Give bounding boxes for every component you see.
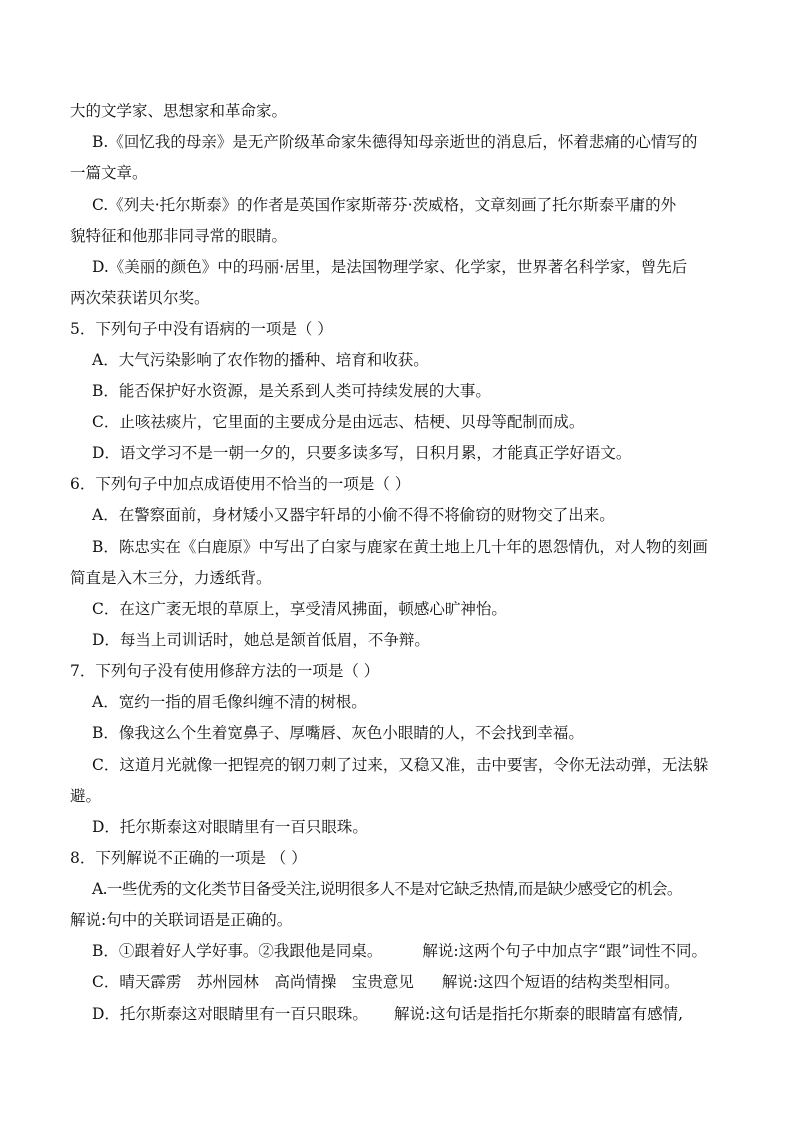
q4-option-c-continuation: 貌特征和他那非同寻常的眼睛。	[70, 227, 288, 245]
q7-option-c-continuation: 避。	[70, 787, 102, 805]
q5-option-a: A．大气污染影响了农作物的播种、培育和收获。	[92, 351, 429, 369]
q8-option-d: D．托尔斯泰这对眼睛里有一百只眼珠。 解说:这句话是指托尔斯泰的眼睛富有感情,	[92, 1005, 684, 1023]
q8-option-a-explanation: 解说:句中的关联词语是正确的。	[70, 911, 293, 929]
q6-option-b-continuation: 简直是入木三分，力透纸背。	[70, 569, 272, 587]
q7-option-b: B．像我这么个生着宽鼻子、厚嘴唇、灰色小眼睛的人，不会找到幸福。	[92, 724, 584, 742]
q7-option-a: A．宽约一指的眉毛像纠缠不清的树根。	[92, 693, 367, 711]
question-7-stem: 7．下列句子没有使用修辞方法的一项是（ ）	[70, 662, 380, 680]
q4-option-b-continuation: 一篇文章。	[70, 164, 148, 182]
q4-option-d-continuation: 两次荣获诺贝尔奖。	[70, 289, 210, 307]
q4-option-c: C.《列夫·托尔斯泰》的作者是英国作家斯蒂芬·茨威格，文章刻画了托尔斯泰平庸的外	[92, 196, 677, 214]
q4-option-a-continuation: 大的文学家、思想家和革命家。	[70, 102, 288, 120]
question-5-stem: 5．下列句子中没有语病的一项是（ ）	[70, 320, 333, 338]
q5-option-b: B．能否保护好水资源，是关系到人类可持续发展的大事。	[92, 382, 491, 400]
q6-option-a: A．在警察面前，身材矮小又器宇轩昂的小偷不得不将偷窃的财物交了出来。	[92, 506, 615, 524]
q6-option-b: B．陈忠实在《白鹿原》中写出了白家与鹿家在黄土地上几十年的恩怨情仇，对人物的刻画	[92, 538, 708, 556]
q7-option-d: D．托尔斯泰这对眼睛里有一百只眼珠。	[92, 818, 368, 836]
question-8-stem: 8．下列解说不正确的一项是 （ ）	[70, 849, 307, 867]
q7-option-c: C．这道月光就像一把锃亮的钢刀刺了过来，又稳又准，击中要害，令你无法动弹，无法躲	[92, 756, 709, 774]
q5-option-d: D．语文学习不是一朝一夕的，只要多读多写，日积月累，才能真正学好语文。	[92, 444, 632, 462]
q8-option-b: B．①跟着好人学好事。②我跟他是同桌。 解说:这两个句子中加点字“跟”词性不同。	[92, 942, 707, 960]
question-6-stem: 6．下列句子中加点成语使用不恰当的一项是（ ）	[70, 475, 411, 493]
q6-option-d: D．每当上司训话时，她总是颔首低眉，不争辩。	[92, 631, 430, 649]
q6-option-c: C．在这广袤无垠的草原上，享受清风拂面，顿感心旷神怡。	[92, 600, 507, 618]
q8-option-a: A.一些优秀的文化类节目备受关注,说明很多人不是对它缺乏热情,而是缺少感受它的机会。	[92, 880, 682, 898]
q8-option-c: C．晴天霹雳 苏州园林 高尚情操 宝贵意见 解说:这四个短语的结构类型相同。	[92, 973, 680, 991]
q5-option-c: C．止咳祛痰片，它里面的主要成分是由远志、桔梗、贝母等配制而成。	[92, 413, 585, 431]
q4-option-b: B.《回忆我的母亲》是无产阶级革命家朱德得知母亲逝世的消息后，怀着悲痛的心情写的	[92, 133, 698, 151]
q4-option-d: D.《美丽的颜色》中的玛丽·居里，是法国物理学家、化学家，世界著名科学家，曾先后	[92, 258, 688, 276]
